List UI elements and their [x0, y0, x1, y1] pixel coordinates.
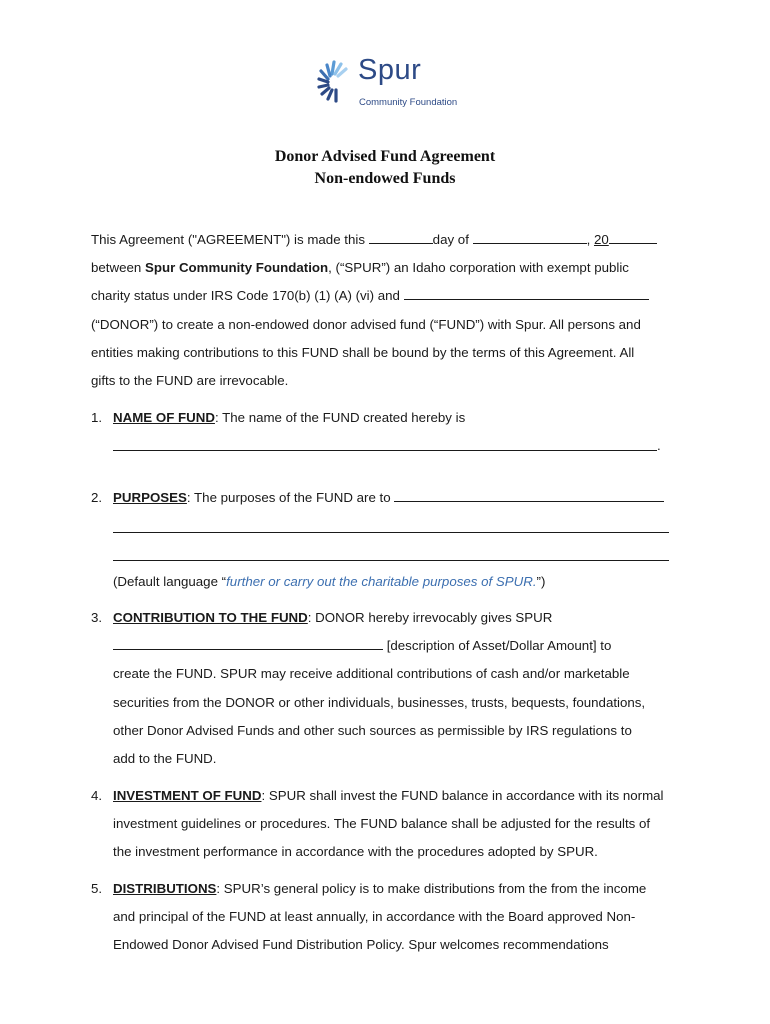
section-1-period: . — [657, 438, 661, 453]
logo-subtitle: Community Foundation — [359, 97, 458, 108]
default-language-line: (Default language “further or carry out the charitable purposes of SPUR.”) — [113, 574, 546, 589]
document-subtitle: Non-endowed Funds — [314, 170, 456, 187]
section-3-line-3: create the FUND. SPUR may receive additional contributions of cash and/or marketable — [113, 666, 630, 681]
section-3-line-1: CONTRIBUTION TO THE FUND: DONOR hereby irrevocably gives SPUR — [113, 610, 553, 625]
section-2-heading: PURPOSES — [113, 490, 187, 505]
section-3-line-2: [description of Asset/Dollar Amount] to — [113, 637, 611, 655]
month-blank[interactable] — [473, 231, 587, 244]
purpose-blank-1[interactable] — [394, 489, 664, 502]
section-5-line-3: Endowed Donor Advised Fund Distribution Policy. Spur welcomes recommendations — [113, 937, 609, 952]
section-3-line-5: other Donor Advised Funds and other such sources as permissible by IRS regulations to — [113, 723, 632, 738]
section-3-line-4: securities from the DONOR or other individuals, businesses, trusts, bequests, foundations, — [113, 695, 646, 710]
intro-line-2: between Spur Community Foundation, (“SPUR”) an Idaho corporation with exempt public — [91, 260, 629, 275]
spur-burst-icon — [316, 52, 356, 108]
day-blank[interactable] — [369, 231, 433, 244]
section-4-number: 4. — [91, 788, 103, 803]
intro-line-1: This Agreement ("AGREEMENT") is made this day of , 20 — [91, 231, 657, 249]
intro-line-3: charity status under IRS Code 170(b) (1) (A) (vi) and — [91, 287, 649, 305]
section-4-line-3: the investment performance in accordance with the procedures adopted by SPUR. — [113, 844, 598, 859]
asset-amount-blank[interactable] — [113, 637, 383, 650]
document-title: Donor Advised Fund Agreement — [274, 148, 496, 165]
intro-line-4: (“DONOR”) to create a non-endowed donor advised fund (“FUND”) with Spur. All persons and — [91, 317, 641, 332]
default-purpose-text: further or carry out the charitable purposes of SPUR. — [226, 574, 537, 589]
section-2-line: PURPOSES: The purposes of the FUND are to — [113, 489, 664, 507]
intro-line-6: gifts to the FUND are irrevocable. — [91, 373, 289, 388]
year-field[interactable]: 20 — [593, 232, 609, 247]
section-1-line: NAME OF FUND: The name of the FUND created hereby is — [113, 410, 466, 425]
section-3-heading: CONTRIBUTION TO THE FUND — [113, 610, 308, 625]
spur-logo — [316, 50, 466, 114]
logo-wordmark: Spur — [358, 54, 422, 86]
section-5-line-2: and principal of the FUND at least annually, in accordance with the Board approved Non- — [113, 909, 636, 924]
section-5-heading: DISTRIBUTIONS — [113, 881, 217, 896]
section-5-number: 5. — [91, 881, 103, 896]
section-3-line-6: add to the FUND. — [113, 751, 217, 766]
donor-name-blank[interactable] — [404, 287, 649, 300]
intro-line-5: entities making contributions to this FUND shall be bound by the terms of this Agreement. All — [91, 345, 635, 360]
section-4-line-2: investment guidelines or procedures. The FUND balance shall be adjusted for the results of — [113, 816, 651, 831]
section-3-number: 3. — [91, 610, 103, 625]
section-1-heading: NAME OF FUND — [113, 410, 215, 425]
fund-name-blank[interactable] — [113, 450, 657, 451]
section-4-line-1: INVESTMENT OF FUND: SPUR shall invest the FUND balance in accordance with its normal — [113, 788, 664, 803]
section-4-heading: INVESTMENT OF FUND — [113, 788, 262, 803]
section-1-number: 1. — [91, 410, 103, 425]
section-2-number: 2. — [91, 490, 103, 505]
purpose-blank-3[interactable] — [113, 560, 669, 561]
year-blank[interactable] — [609, 231, 657, 244]
section-5-line-1: DISTRIBUTIONS: SPUR’s general policy is to make distributions from the from the income — [113, 881, 647, 896]
foundation-name: Spur Community Foundation — [144, 260, 329, 275]
purpose-blank-2[interactable] — [113, 532, 669, 533]
